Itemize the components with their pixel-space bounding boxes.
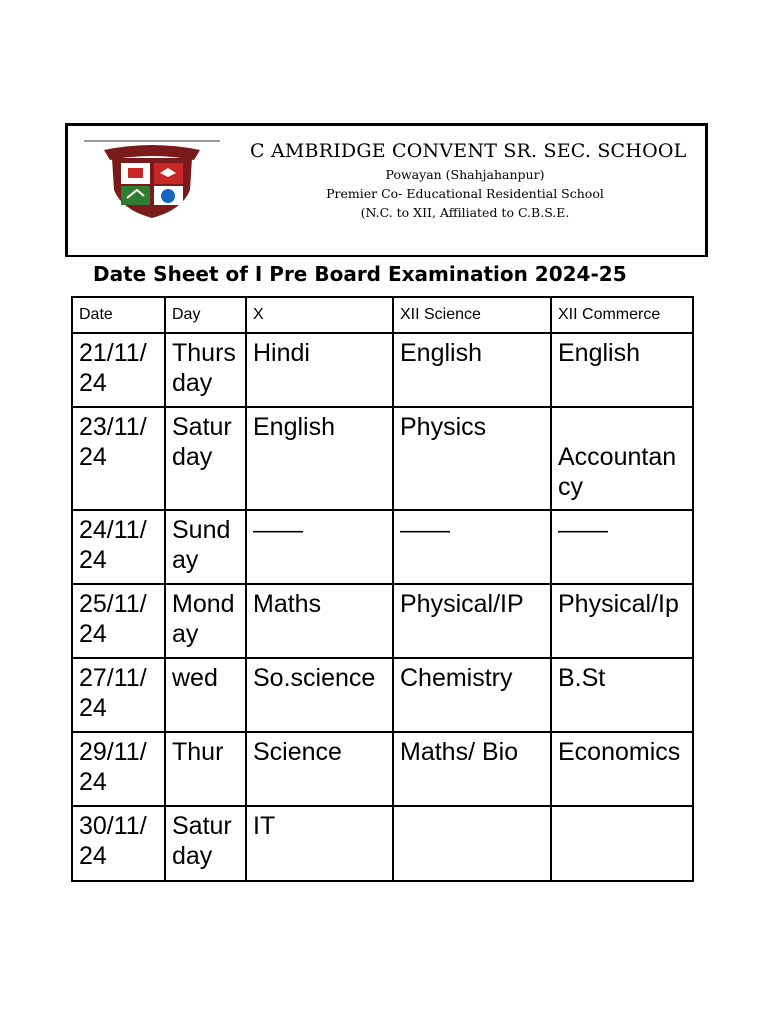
school-crest-logo	[82, 138, 222, 220]
school-tagline: Premier Co- Educational Residential School	[326, 186, 604, 201]
crest-banner	[104, 145, 200, 160]
xii-commerce-cell: Physical/Ip	[551, 584, 693, 658]
xii-commerce-cell: ——	[551, 510, 693, 584]
date-cell: 29/11/24	[72, 732, 165, 806]
table-row	[72, 658, 693, 732]
date-cell: 23/11/24	[72, 407, 165, 510]
date-sheet-table	[71, 296, 694, 882]
class-x-cell: Science	[246, 732, 393, 806]
day-cell: Saturday	[165, 407, 246, 510]
date-cell: 27/11/24	[72, 658, 165, 732]
xii-science-cell: ——	[393, 510, 551, 584]
school-name: C AMBRIDGE CONVENT SR. SEC. SCHOOL	[250, 140, 687, 162]
xii-science-cell: Chemistry	[393, 658, 551, 732]
header-xii-commerce: XII Commerce	[551, 297, 693, 333]
xii-commerce-cell: B.St	[551, 658, 693, 732]
header-date: Date	[72, 297, 165, 333]
table-row	[72, 333, 693, 407]
day-cell: Thur	[165, 732, 246, 806]
day-cell: Saturday	[165, 806, 246, 881]
header-xii-science: XII Science	[393, 297, 551, 333]
class-x-cell: Maths	[246, 584, 393, 658]
date-cell: 25/11/24	[72, 584, 165, 658]
date-cell: 30/11/24	[72, 806, 165, 881]
xii-science-cell	[393, 806, 551, 881]
table-header-row	[72, 297, 693, 333]
table-row	[72, 584, 693, 658]
table-row	[72, 407, 693, 510]
day-cell: Thursday	[165, 333, 246, 407]
page-title: Date Sheet of I Pre Board Examination 2024-25	[93, 262, 627, 286]
school-location: Powayan (Shahjahanpur)	[385, 167, 545, 182]
xii-commerce-cell: Accountancy	[551, 407, 693, 510]
xii-science-cell: Maths/ Bio	[393, 732, 551, 806]
xii-commerce-cell	[551, 806, 693, 881]
class-x-cell: IT	[246, 806, 393, 881]
date-cell: 24/11/24	[72, 510, 165, 584]
day-cell: wed	[165, 658, 246, 732]
header-day: Day	[165, 297, 246, 333]
xii-commerce-cell: English	[551, 333, 693, 407]
header-class-x: X	[246, 297, 393, 333]
day-cell: Monday	[165, 584, 246, 658]
class-x-cell: English	[246, 407, 393, 510]
xii-science-cell: English	[393, 333, 551, 407]
xii-science-cell: Physical/IP	[393, 584, 551, 658]
school-affiliation: (N.C. to XII, Affiliated to C.B.S.E.	[360, 205, 570, 220]
table-row	[72, 732, 693, 806]
table-row	[72, 510, 693, 584]
class-x-cell: ——	[246, 510, 393, 584]
class-x-cell: So.science	[246, 658, 393, 732]
table-row	[72, 806, 693, 881]
xii-commerce-cell: Economics	[551, 732, 693, 806]
class-x-cell: Hindi	[246, 333, 393, 407]
date-cell: 21/11/24	[72, 333, 165, 407]
day-cell: Sunday	[165, 510, 246, 584]
xii-science-cell: Physics	[393, 407, 551, 510]
